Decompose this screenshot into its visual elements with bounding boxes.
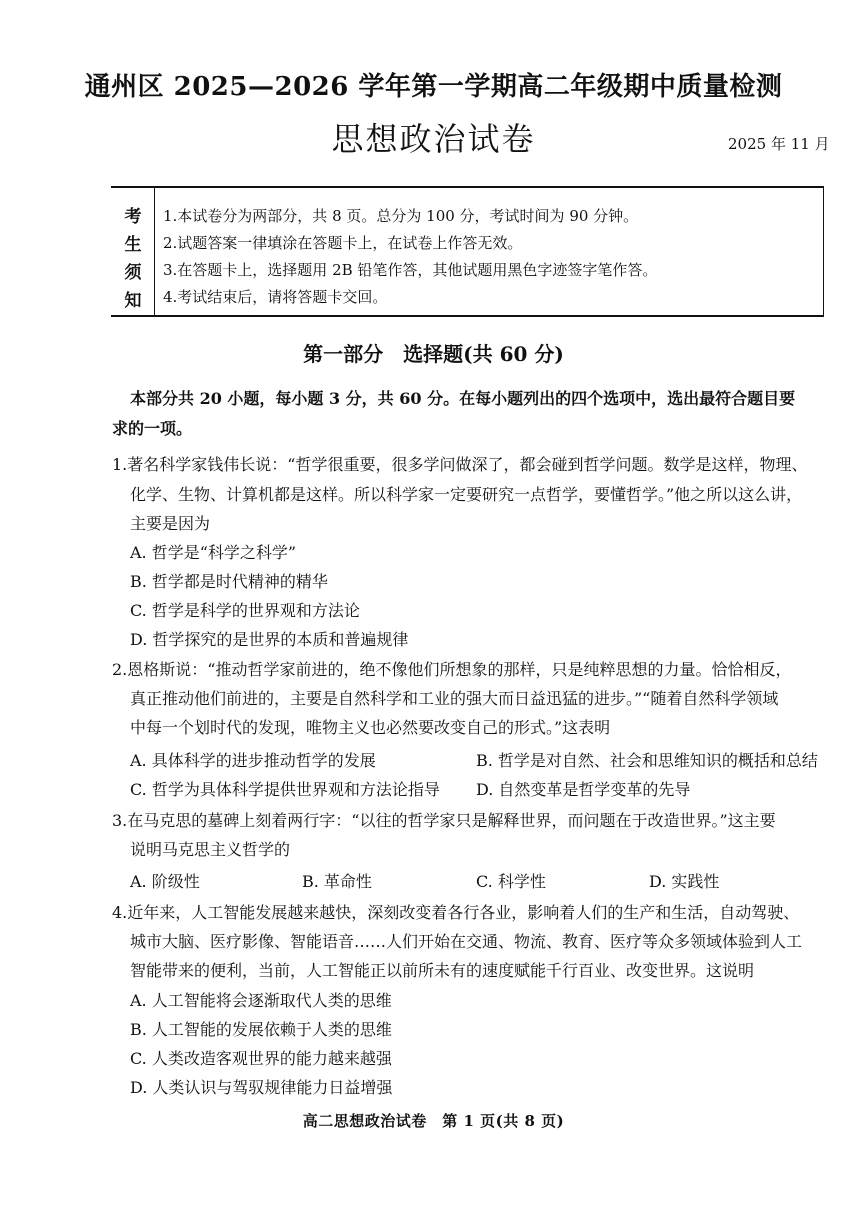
question-3-line: 3.在马克思的墓碑上刻着两行字：“以往的哲学家只是解释世界，而问题在于改造世界。”这主要 [112,811,776,830]
notice-item: 3.在答题卡上，选择题用 2B 铅笔作答，其他试题用黑色字迹签字笔作答。 [163,261,658,279]
question-1-option-c: C. 哲学是科学的世界观和方法论 [130,601,360,620]
question-4-line: 智能带来的便利，当前，人工智能正以前所未有的速度赋能千行百业、改变世界。这说明 [130,961,755,980]
question-4-option-c: C. 人类改造客观世界的能力越来越强 [130,1049,392,1068]
exam-title: 通州区 2025—2026 学年第一学期高二年级期中质量检测 [84,72,783,102]
question-2-option-d: D. 自然变革是哲学变革的先导 [476,780,691,799]
section-title: 第一部分 选择题(共 60 分) [303,342,564,366]
page-footer: 高二思想政治试卷 第 1 页(共 8 页) [302,1112,565,1130]
question-1-line: 化学、生物、计算机都是这样。所以科学家一定要研究一点哲学，要懂哲学。”他之所以这么讲， [130,485,803,504]
candidate-notice-box [111,186,824,317]
question-4-option-a: A. 人工智能将会逐渐取代人类的思维 [130,991,392,1010]
question-3-option-c: C. 科学性 [476,872,546,891]
notice-item: 4.考试结束后，请将答题卡交回。 [163,288,388,306]
question-1-option-d: D. 哲学探究的是世界的本质和普遍规律 [130,630,409,649]
notice-label-char: 须 [124,263,142,283]
question-2-option-a: A. 具体科学的进步推动哲学的发展 [130,751,376,770]
question-2-option-c: C. 哲学为具体科学提供世界观和方法论指导 [130,780,440,799]
question-3-option-b: B. 革命性 [302,872,372,891]
notice-item: 1.本试卷分为两部分，共 8 页。总分为 100 分，考试时间为 90 分钟。 [163,207,639,225]
question-3-option-d: D. 实践性 [649,872,720,891]
section-intro: 本部分共 20 小题，每小题 3 分，共 60 分。在每小题列出的四个选项中，选出最符合题目要 [130,389,796,408]
notice-item: 2.试题答案一律填涂在答题卡上，在试卷上作答无效。 [163,234,523,252]
question-1-option-a: A. 哲学是“科学之科学” [130,543,297,562]
question-4-option-b: B. 人工智能的发展依赖于人类的思维 [130,1020,392,1039]
question-2-line: 2.恩格斯说：“推动哲学家前进的，绝不像他们所想象的那样，只是纯粹思想的力量。恰恰相反， [112,660,792,679]
question-1-line: 1.著名科学家钱伟长说：“哲学很重要，很多学问做深了，都会碰到哲学问题。数学是这样，物理、 [112,455,808,474]
exam-subject: 思想政治试卷 [331,120,536,158]
question-4-line: 城市大脑、医疗影像、智能语音……人们开始在交通、物流、教育、医疗等众多领域体验到人工 [130,932,803,951]
candidate-notice-label [111,188,155,315]
notice-label-char: 生 [124,235,142,255]
question-2-line: 真正推动他们前进的，主要是自然科学和工业的强大而日益迅猛的进步。”“随着自然科学领域 [130,689,779,708]
question-4-line: 4.近年来，人工智能发展越来越快，深刻改变着各行各业，影响着人们的生产和生活，自动驾驶、 [112,903,800,922]
question-1-option-b: B. 哲学都是时代精神的精华 [130,572,328,591]
question-2-line: 中每一个划时代的发现，唯物主义也必然要改变自己的形式。”这表明 [130,718,611,737]
notice-label-char: 考 [124,207,142,227]
question-4-option-d: D. 人类认识与驾驭规律能力日益增强 [130,1078,393,1097]
question-3-option-a: A. 阶级性 [130,872,200,891]
question-3-line: 说明马克思主义哲学的 [130,840,291,859]
section-intro: 求的一项。 [112,419,193,438]
exam-date: 2025 年 11 月 [728,135,830,153]
question-2-option-b: B. 哲学是对自然、社会和思维知识的概括和总结 [476,751,818,770]
notice-label-char: 知 [124,291,142,311]
question-1-line: 主要是因为 [130,514,211,533]
